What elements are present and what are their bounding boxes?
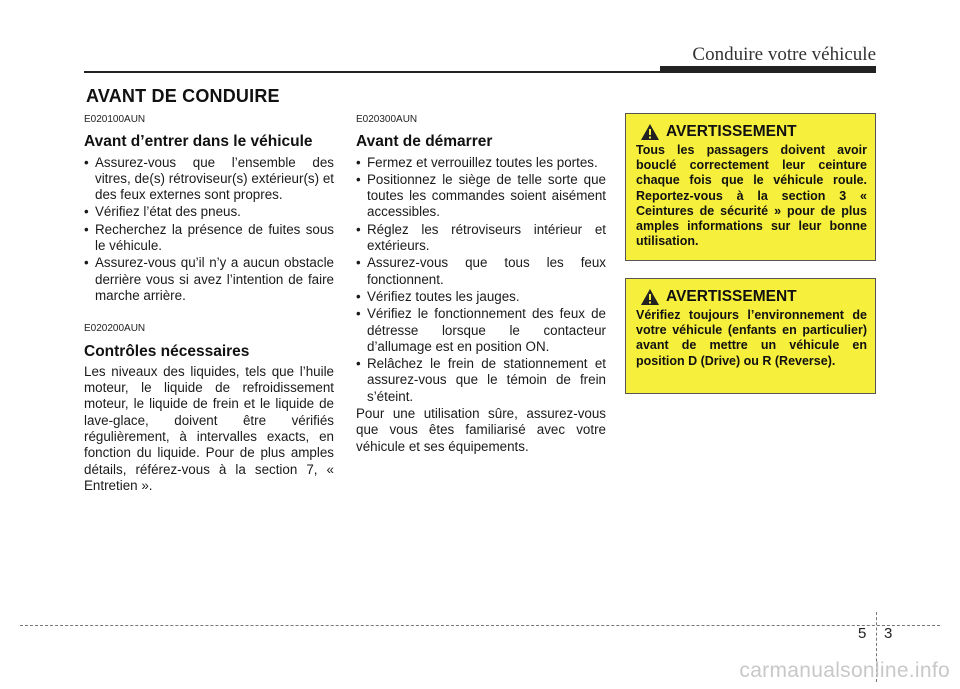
warning-text: Vérifiez toujours l’environnement de votre véhicule (enfants en particulier) avant de mettre un véhicule en position D (Drive) ou R (Reverse). bbox=[636, 308, 867, 368]
checklist-before-entering bbox=[84, 155, 334, 305]
list-item: • Vérifiez le fonctionnement des feux de détresse lorsque le contacteur d’allumage est en position ON. bbox=[356, 306, 606, 355]
warning-box-seatbelts bbox=[625, 113, 876, 261]
warning-triangle-icon bbox=[640, 123, 660, 141]
list-item: • Assurez-vous que tous les feux fonctionnent. bbox=[356, 255, 606, 288]
section-code-checks: E020200AUN bbox=[84, 323, 146, 335]
list-item: • Vérifiez toutes les jauges. bbox=[356, 289, 606, 305]
footer-rule bbox=[20, 625, 940, 626]
warning-triangle-icon bbox=[640, 288, 660, 306]
page-number: 3 bbox=[884, 625, 893, 642]
header-rule-accent bbox=[660, 66, 876, 72]
subheading-before-entering: Avant d’entrer dans le véhicule bbox=[84, 133, 313, 151]
list-item: • Recherchez la présence de fuites sous le véhicule. bbox=[84, 222, 334, 255]
warning-text: Tous les passagers doivent avoir bouclé correctement leur ceinture chaque fois que le véhicule roule. Reportez-vous à la section 3 « Ceintures de sécurité » pour de plus amples informations sur leur bonne utilisation. bbox=[636, 143, 867, 249]
watermark: carmanualsonline.info bbox=[739, 659, 950, 682]
subheading-checks: Contrôles nécessaires bbox=[84, 342, 250, 360]
checklist-before-starting bbox=[356, 155, 606, 405]
list-item: • Assurez-vous que l’ensemble des vitres, de(s) rétroviseur(s) extérieur(s) et des feux externes sont propres. bbox=[84, 155, 334, 204]
list-item: • Positionnez le siège de telle sorte que toutes les commandes soient aisément accessibles. bbox=[356, 172, 606, 221]
list-item: • Réglez les rétroviseurs intérieur et extérieurs. bbox=[356, 222, 606, 255]
subheading-before-starting: Avant de démarrer bbox=[356, 133, 493, 151]
section-code-before-starting: E020300AUN bbox=[356, 114, 418, 125]
checks-paragraph: Les niveaux des liquides, tels que l’huile moteur, le liquide de refroidissement moteur, le liquide de frein et le liquide de lave-glace, doivent être vérifiés régulièrement, à intervalles exacts, en fonction du liquide. Pour de plus amples détails, référez-vous à la section 7, « Entretien ». bbox=[84, 363, 334, 493]
chapter-number: 5 bbox=[858, 625, 867, 642]
column-middle bbox=[356, 112, 606, 455]
list-item: • Vérifiez l’état des pneus. bbox=[84, 204, 334, 220]
list-item: • Fermez et verrouillez toutes les portes. bbox=[356, 155, 606, 171]
warning-title: AVERTISSEMENT bbox=[666, 288, 797, 305]
warning-box-surroundings bbox=[625, 278, 876, 394]
warning-title: AVERTISSEMENT bbox=[666, 123, 797, 140]
section-code-before-entering: E020100AUN bbox=[84, 114, 146, 125]
running-header: Conduire votre véhicule bbox=[692, 44, 876, 65]
section-title: AVANT DE CONDUIRE bbox=[86, 86, 280, 106]
closing-paragraph: Pour une utilisation sûre, assurez-vous que vous êtes familiarisé avec votre véhicule et ses équipements. bbox=[356, 406, 606, 454]
list-item: • Assurez-vous qu’il n’y a aucun obstacle derrière vous si avez l’intention de faire marche arrière. bbox=[84, 255, 334, 304]
list-item: • Relâchez le frein de stationnement et assurez-vous que le témoin de frein s’éteint. bbox=[356, 356, 606, 405]
column-left bbox=[84, 112, 334, 494]
